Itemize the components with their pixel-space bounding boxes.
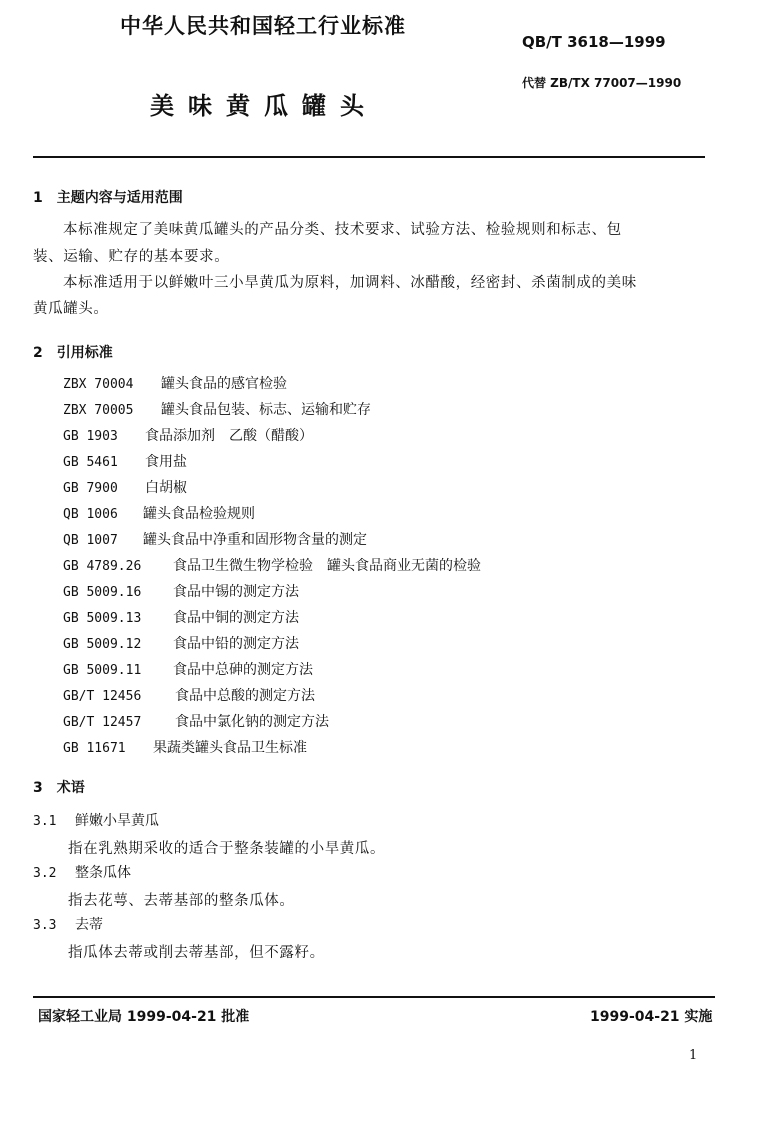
effective-date: 1999-04-21 实施 [590, 1009, 713, 1025]
reference-item [63, 399, 371, 419]
reference-name: 食品中总酸的测定方法 [175, 688, 315, 704]
reference-item [63, 477, 187, 497]
reference-item [63, 581, 299, 601]
term-heading [33, 810, 159, 830]
term-name: 鲜嫩小旱黄瓜 [75, 813, 159, 829]
reference-item [63, 659, 313, 679]
reference-item [63, 633, 299, 653]
reference-code: GB 5009.12 [63, 637, 142, 652]
reference-item [63, 529, 367, 549]
section-3-title: 3 术语 [33, 780, 85, 796]
reference-code: GB 11671 [63, 741, 126, 756]
reference-code: GB/T 12457 [63, 715, 142, 730]
reference-code: GB 4789.26 [63, 559, 142, 574]
approval-date: 国家轻工业局 1999-04-21 批准 [38, 1009, 250, 1025]
reference-code: QB 1007 [63, 533, 118, 548]
reference-code: ZBX 70004 [63, 377, 134, 392]
reference-name: 食品卫生微生物学检验 罐头食品商业无菌的检验 [173, 558, 481, 574]
page-number: 1 [689, 1048, 698, 1063]
reference-code: GB 5461 [63, 455, 118, 470]
section-1-para2-line2: 黄瓜罐头。 [33, 301, 109, 317]
section-1-para2-line1: 本标准适用于以鲜嫩叶三小旱黄瓜为原料，加调料、冰醋酸，经密封、杀菌制成的美味 [63, 275, 637, 291]
reference-item [63, 503, 255, 523]
issuing-body: 中华人民共和国轻工行业标准 [120, 14, 406, 38]
reference-item [63, 555, 481, 575]
term-heading [33, 914, 103, 934]
section-1-para1-line2: 装、运输、贮存的基本要求。 [33, 249, 230, 265]
term-definition: 指瓜体去蒂或削去蒂基部，但不露籽。 [68, 945, 325, 961]
reference-name: 食品添加剂 乙酸（醋酸） [145, 428, 313, 444]
reference-code: ZBX 70005 [63, 403, 134, 418]
replaces-standard: 代替 ZB/TX 77007—1990 [522, 76, 682, 90]
reference-name: 罐头食品中净重和固形物含量的测定 [143, 532, 367, 548]
reference-name: 食用盐 [145, 454, 187, 470]
reference-code: GB/T 12456 [63, 689, 142, 704]
reference-item [63, 737, 307, 757]
reference-name: 食品中氯化钠的测定方法 [175, 714, 329, 730]
header-divider [33, 156, 705, 158]
term-number: 3.1 [33, 814, 57, 829]
reference-name: 白胡椒 [145, 480, 187, 496]
reference-name: 食品中总砷的测定方法 [173, 662, 313, 678]
reference-code: GB 7900 [63, 481, 118, 496]
section-1-title: 1 主题内容与适用范围 [33, 190, 183, 206]
section-1-para1-line1: 本标准规定了美味黄瓜罐头的产品分类、技术要求、试验方法、检验规则和标志、包 [63, 222, 622, 238]
reference-name: 果蔬类罐头食品卫生标准 [153, 740, 307, 756]
term-heading [33, 862, 131, 882]
reference-name: 食品中铅的测定方法 [173, 636, 299, 652]
term-definition: 指去花萼、去蒂基部的整条瓜体。 [68, 893, 295, 909]
reference-item [63, 451, 187, 471]
reference-item [63, 711, 329, 731]
reference-code: GB 5009.16 [63, 585, 142, 600]
reference-code: GB 5009.11 [63, 663, 142, 678]
reference-name: 食品中铜的测定方法 [173, 610, 299, 626]
reference-name: 罐头食品包装、标志、运输和贮存 [161, 402, 371, 418]
reference-item [63, 373, 287, 393]
term-number: 3.2 [33, 866, 57, 881]
term-number: 3.3 [33, 918, 57, 933]
reference-name: 食品中锡的测定方法 [173, 584, 299, 600]
document-title: 美味黄瓜罐头 [150, 92, 378, 120]
section-2-title: 2 引用标准 [33, 345, 113, 361]
term-name: 整条瓜体 [75, 865, 131, 881]
standard-code: QB/T 3618—1999 [522, 33, 666, 51]
reference-code: GB 1903 [63, 429, 118, 444]
reference-name: 罐头食品的感官检验 [161, 376, 287, 392]
footer-divider [33, 996, 715, 998]
reference-code: QB 1006 [63, 507, 118, 522]
reference-name: 罐头食品检验规则 [143, 506, 255, 522]
reference-item [63, 425, 313, 445]
term-name: 去蒂 [75, 917, 103, 933]
reference-item [63, 607, 299, 627]
reference-item [63, 685, 315, 705]
reference-code: GB 5009.13 [63, 611, 142, 626]
term-definition: 指在乳熟期采收的适合于整条装罐的小旱黄瓜。 [68, 841, 386, 857]
